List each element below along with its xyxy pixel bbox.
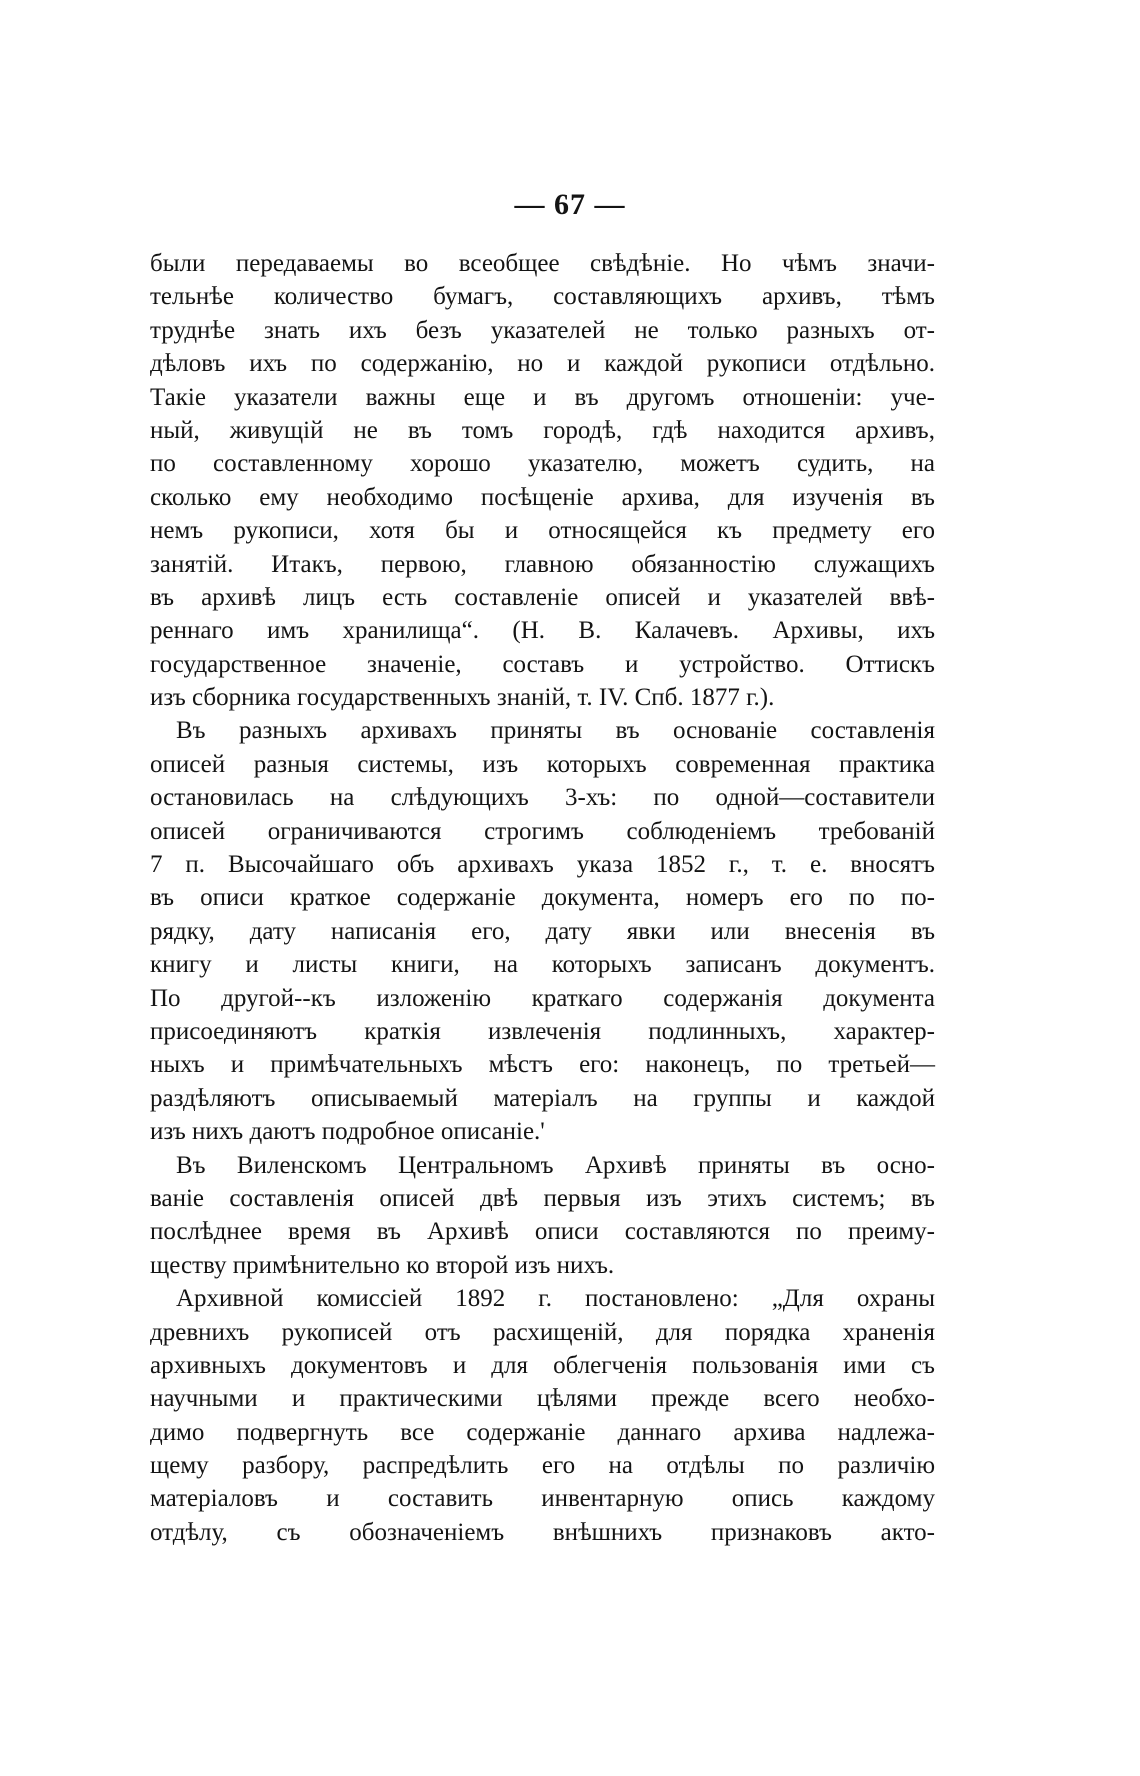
text-line: послѣднее время въ Архивѣ описи составляются по преиму- xyxy=(150,1218,935,1246)
paragraph-1 xyxy=(150,247,935,714)
text-line: присоединяютъ краткія извлеченія подлинныхъ, характер- xyxy=(150,1017,935,1045)
text-line: рядку, дату написанія его, дату явки или внесенія въ xyxy=(150,917,935,945)
text-line: научными и практическими цѣлями прежде всего необхо- xyxy=(150,1385,935,1413)
text-line: описей ограничиваются строгимъ соблюденіемъ требованій xyxy=(150,817,935,845)
text-line: отдѣлу, съ обозначеніемъ внѣшнихъ признаковъ акто- xyxy=(150,1518,935,1546)
text-line: занятій. Итакъ, первою, главною обязанностію служащихъ xyxy=(150,550,935,578)
text-line: тельнѣе количество бумагъ, составляющихъ архивъ, тѣмъ xyxy=(150,283,935,311)
text-line: реннаго имъ хранилища“. (Н. В. Калачевъ. Архивы, ихъ xyxy=(150,617,935,645)
text-line: изъ сборника государственныхъ знаній, т. IV. Спб. 1877 г.). xyxy=(150,684,775,712)
text-line: государственное значеніе, составъ и устройство. Оттискъ xyxy=(150,650,935,678)
text-line: въ архивѣ лицъ есть составленіе описей и указателей ввѣ- xyxy=(150,583,935,611)
text-line: сколько ему необходимо посѣщеніе архива, для изученія въ xyxy=(150,483,935,511)
page-body xyxy=(150,247,935,1549)
paragraph-4 xyxy=(150,1282,935,1549)
text-line: По другой--къ изложенію краткаго содержанія документа xyxy=(150,984,935,1012)
paragraph-2 xyxy=(150,714,935,1148)
text-line: остановилась на слѣдующихъ 3-хъ: по одной—составители xyxy=(150,784,935,812)
text-line: Такіе указатели важны еще и въ другомъ отношеніи: уче- xyxy=(150,383,935,411)
page-number: — 67 — xyxy=(514,188,626,221)
text-line: въ описи краткое содержаніе документа, номеръ его по по- xyxy=(150,884,935,912)
text-line: описей разныя системы, изъ которыхъ современная практика xyxy=(150,750,935,778)
text-line: труднѣе знать ихъ безъ указателей не только разныхъ от- xyxy=(150,316,935,344)
text-line: ваніе составленія описей двѣ первыя изъ этихъ системъ; въ xyxy=(150,1184,935,1212)
text-line: Архивной комиссіей 1892 г. постановлено: „Для охраны xyxy=(176,1285,935,1313)
text-line: были передаваемы во всеобщее свѣдѣніе. Но чѣмъ значи- xyxy=(150,250,935,277)
text-line: книгу и листы книги, на которыхъ записанъ документъ. xyxy=(150,951,935,979)
text-line: Въ Виленскомъ Центральномъ Архивѣ приняты въ осно- xyxy=(176,1151,935,1179)
text-line: щему разбору, распредѣлить его на отдѣлы по различію xyxy=(150,1452,935,1480)
paragraph-3 xyxy=(150,1149,935,1283)
text-line: ныхъ и примѣчательныхъ мѣстъ его: наконецъ, по третьей— xyxy=(150,1051,935,1079)
text-line: дѣловъ ихъ по содержанію, но и каждой рукописи отдѣльно. xyxy=(150,350,935,378)
text-line: Въ разныхъ архивахъ приняты въ основаніе составленія xyxy=(176,717,935,745)
text-line: архивныхъ документовъ и для облегченія пользованія ими съ xyxy=(150,1351,935,1379)
text-line: ществу примѣнительно ко второй изъ нихъ. xyxy=(150,1251,615,1279)
text-line: раздѣляютъ описываемый матеріалъ на группы и каждой xyxy=(150,1084,935,1112)
text-line: 7 п. Высочайшаго объ архивахъ указа 1852 г., т. е. вносятъ xyxy=(150,851,935,879)
text-line: древнихъ рукописей отъ расхищеній, для порядка храненія xyxy=(150,1318,935,1346)
text-line: димо подвергнуть все содержаніе даннаго архива надлежа- xyxy=(150,1418,935,1446)
text-line: немъ рукописи, хотя бы и относящейся къ предмету его xyxy=(150,517,935,545)
text-line: по составленному хорошо указателю, можетъ судить, на xyxy=(150,450,935,478)
text-line: ный, живущій не въ томъ городѣ, гдѣ находится архивъ, xyxy=(150,416,935,444)
text-line: изъ нихъ даютъ подробное описаніе.' xyxy=(150,1118,545,1146)
text-line: матеріаловъ и составить инвентарную опись каждому xyxy=(150,1485,935,1513)
